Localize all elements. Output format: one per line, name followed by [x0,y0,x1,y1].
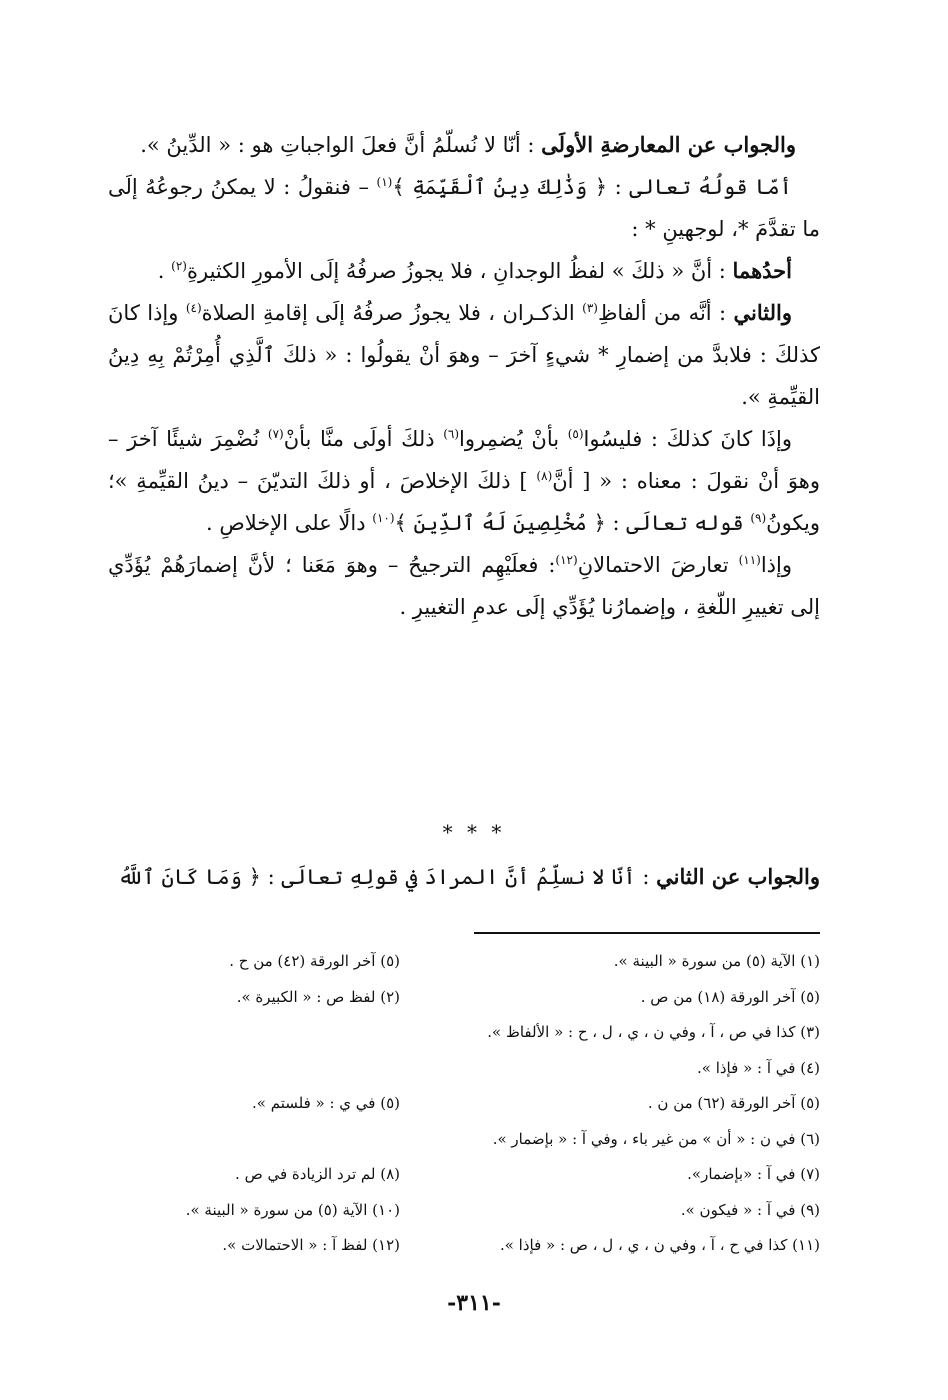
footnote-divider [474,932,820,934]
footnote-ref: (٧) [267,427,284,441]
footnote-row [108,1157,820,1193]
footnote-ref: (٥) [567,427,584,441]
paragraph-text: أمّا قولُهُ تعالى : ﴿ وَذَٰلِكَ دِينُ ٱلْقَيِّمَةِ ﴾ [392,175,792,199]
paragraph [108,544,820,628]
paragraph-lead: والثاني [733,300,792,325]
footnote: (٥) في ي : « فلستم ». [252,1094,400,1112]
footnote-row [108,1193,820,1229]
paragraph-text: : أنَّه من ألفاظِ [597,301,734,325]
footnote: (٨) لم ترد الزيادة في ص . [235,1165,400,1183]
paragraph-text: وإذا [760,553,792,577]
footnote: (٥) آخر الورقة (٦٢) من ن . [647,1094,820,1112]
footnote-ref: (٨) [536,469,553,483]
footnote-row [108,980,820,1016]
paragraph-text: تعارضَ الاحتمالانِ [577,553,739,577]
paragraph-text: : أنّا لا نسلِّمُ أنَّ المرادَ في قولِهِ تعالَى : ﴿ وَمَا كَانَ ٱللَّهُ [117,865,657,889]
paragraph-text: ذلكَ أولَى منَّا بأنْ [283,427,444,451]
footnote-ref: (٣) [582,301,598,315]
footnote: (٦) في ن : « أن » من غير باء ، وفي آ : « بإضمار ». [492,1129,820,1148]
footnote [108,1122,400,1158]
paragraph-text: : أنّا لا نُسلّمُ أنَّ فعلَ الواجباتِ هو : « الدِّينُ ». [140,133,542,157]
footnote-ref: (١١) [738,553,761,567]
footnote-ref: (١٢) [555,553,578,567]
footnote-ref: (٩) [750,511,767,525]
footnote-ref: (١) [376,175,393,189]
footnote-ref: (١٠) [372,511,395,525]
footnote-row [108,1122,820,1158]
footnote: (٧) في آ : «بإضمار». [687,1165,820,1183]
paragraph-text: بأنْ يُضمِروا [459,427,568,451]
footnote-row [108,1228,820,1264]
footnote-ref: (٤) [185,301,202,315]
footnote: (٢) لفظ ص : « الكبيرة ». [236,987,400,1006]
paragraph-text: – فنقولُ : لا يمكنُ رجوعُهُ إلَى ما تقدَّمَ *، لوجهينِ * : [108,175,820,241]
paragraph-text: وإذا كانَ كذلكَ : فلابدَّ من إضمارِ * شيءٍ آخرَ – وهوَ أنْ يقولُوا : « ذلكَ ٱلَّذِي أُمِرْتُمْ بِهِ دِينُ القيِّمةِ ». [108,301,820,409]
footnote [108,1051,400,1087]
footnote-row [108,1086,820,1122]
paragraph-text: : أنَّ « ذلكَ » لفظُ الوجدانِ ، فلا يجوزُ صرفُهُ إلَى الأمورِ الكثيرةِ [186,259,733,283]
footnote-ref: (٦) [443,427,460,441]
paragraph [108,292,820,418]
paragraph-lead: والجواب عن الثاني [656,864,820,889]
closing-paragraph [108,856,820,898]
footnote-row [108,944,820,980]
footnote-row [108,1051,820,1087]
paragraph [108,418,820,544]
paragraph-text: . [157,259,172,283]
footnote-row [108,1015,820,1051]
paragraph-text: الذكـران ، فلا يجوزُ صرفُهُ إلَى إقامةِ الصلاة [201,301,583,325]
paragraph-text: ] ذلكَ الإخلاصَ ، أو ذلكَ التديّنَ – دينُ القيِّمةِ »؛ ويكونُ [108,469,820,535]
footnote: (١٢) لفظ آ : « الاحتمالات ». [222,1236,400,1254]
footnote [108,1015,400,1051]
paragraph-text: نُضْمِرَ شيئًا آخرَ – وهوَ أنْ نقولَ : معناه : « [ أنَّ [108,427,820,493]
paragraph-text: وإذَا كانَ كذلكَ : فليسُوا [583,427,792,451]
paragraph [108,250,820,292]
footnote: (٩) في آ : « فيكون ». [680,1200,820,1219]
paragraph-text: دالًا على الإخلاصِ . [206,511,373,535]
footnote: (١) الآية (٥) من سورة « البينة ». [613,952,820,970]
footnote: (١١) كذا في ح ، آ ، وفي ن ، ي ، ل ، ص : « فإذا ». [499,1236,820,1254]
footnote: (٤) في آ : « فإذا ». [697,1058,820,1077]
paragraph-lead: أحدُهما [732,258,792,283]
footnotes [108,944,820,1264]
section-separator: * * * [442,820,506,844]
footnote: (٥) آخر الورقة (٤٢) من ح . [229,952,400,970]
paragraph-text: : فعلَيْهِم الترجيحُ – وهوَ مَعَنا ؛ لأنَّ إضمارَهُمْ يُؤَدِّي إلى تغييرِ اللّغةِ ، وإضمارُنا يُؤَدِّي إلَى عدمِ التغييرِ . [108,553,820,619]
paragraph [108,124,820,166]
paragraph [108,166,820,250]
paragraph-text: قوله تعالَى : ﴿ مُخْلِصِينَ لَهُ ٱلدِّينَ ﴾ [394,511,751,535]
page-number: -٣١١- [447,1290,501,1316]
footnote-ref: (٢) [171,259,187,273]
footnote: (٣) كذا في ص ، آ ، وفي ن ، ي ، ل ، ح : « الألفاظ ». [487,1023,820,1041]
main-text [108,124,820,628]
paragraph-lead: والجواب عن المعارضةِ الأولَى [541,132,796,157]
footnote: (١٠) الآية (٥) من سورة « البينة ». [185,1200,400,1219]
footnote: (٥) آخر الورقة (١٨) من ص . [640,987,820,1006]
